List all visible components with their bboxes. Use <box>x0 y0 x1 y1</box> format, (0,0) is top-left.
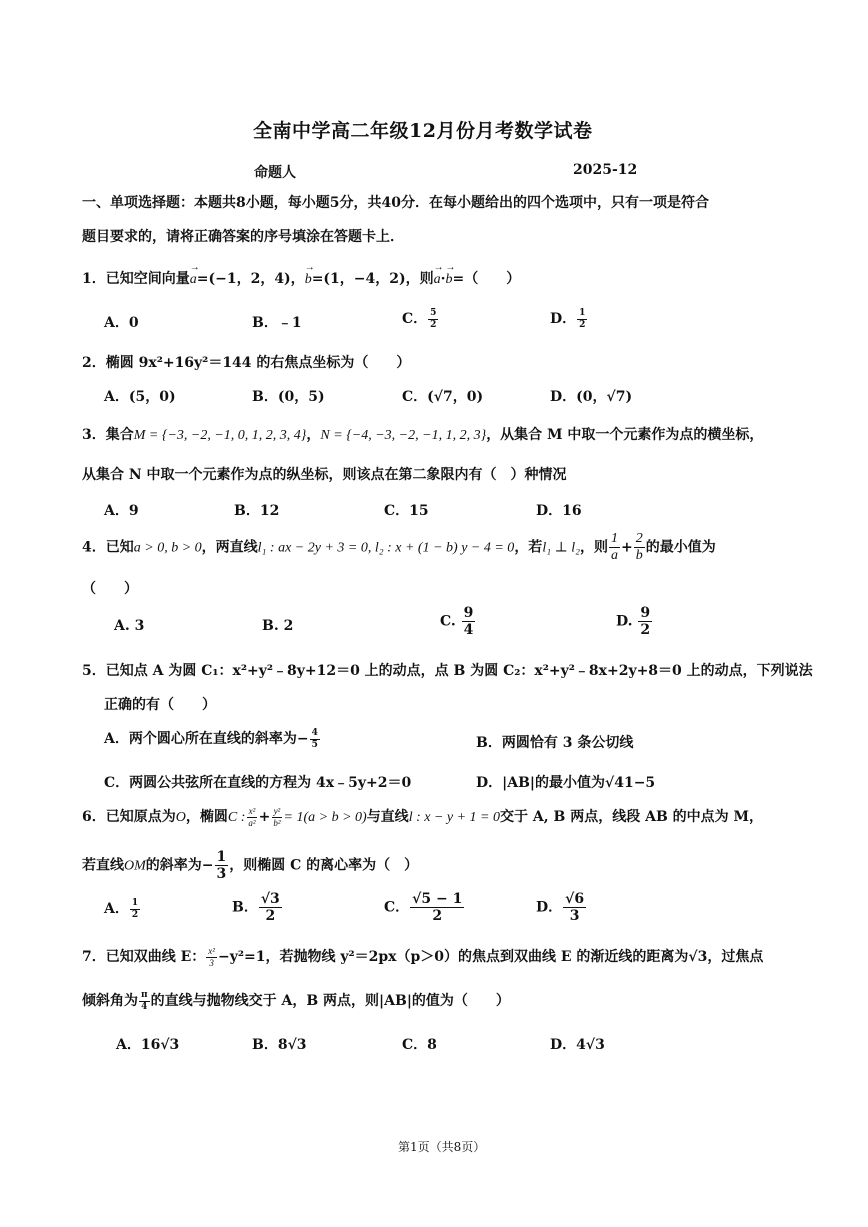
question-6-line1: 6．已知原点为O，椭圆C : $\frac{\text{x²}}{\text{a²}}$ + $\frac{\text{y²}}{\text{b²}}$ = 1(a > b > 0)与直线l : x − y + 1 = 0交于 A, B 两点，线段 AB 的中点为 M， <box>82 805 764 828</box>
q2-option-b: B．(0，5) <box>252 389 325 405</box>
question-2: 2．椭圆 9x²+16y²＝144 的右焦点坐标为（ ） <box>82 355 411 371</box>
q7-option-d: D．4√3 <box>550 1037 605 1053</box>
question-5-line2: 正确的有（ ） <box>104 697 216 713</box>
q3-option-d: D．16 <box>536 503 582 519</box>
q4-option-c: C. $\frac{9}{4}$ <box>440 605 474 638</box>
q1-option-d: D． $\frac{1}{2}$ <box>550 307 586 330</box>
q3-option-b: B．12 <box>234 503 280 519</box>
vector-a: → a <box>190 272 197 288</box>
q5-option-a: A．两个圆心所在直线的斜率为− $\frac{4}{5}$ <box>104 727 318 750</box>
q5-option-b: B．两圆恰有 3 条公切线 <box>476 735 634 751</box>
vector-b: → b <box>446 272 453 288</box>
page-footer: 第1页（共8页） <box>398 1140 486 1154</box>
q4-option-d: D. $\frac{9}{2}$ <box>616 605 651 638</box>
q1-prefix: 1．已知空间向量 <box>82 271 190 287</box>
q1-option-a: A．0 <box>104 315 139 331</box>
q5-option-d: D．|AB|的最小值为√41−5 <box>476 775 656 791</box>
q4-option-b: B. 2 <box>262 618 294 634</box>
question-3-line2: 从集合 N 中取一个元素作为点的纵坐标，则该点在第二象限内有（ ）种情况 <box>82 467 567 483</box>
section-instructions-line2: 题目要求的，请将正确答案的序号填涂在答题卡上． <box>82 229 404 245</box>
question-3-line1: 3．集合M = {−3, −2, −1, 0, 1, 2, 3, 4}，N = {−4, −3, −2, −1, 1, 2, 3}，从集合 M 中取一个元素作为点的横坐标， <box>82 427 764 443</box>
q3-option-a: A．9 <box>104 503 139 519</box>
set-m: M = {−3, −2, −1, 0, 1, 2, 3, 4} <box>133 428 307 443</box>
q4-paren: （ ） <box>82 581 138 597</box>
q4-option-a: A. 3 <box>114 618 145 634</box>
question-7-line1: 7．已知双曲线 E： $\frac{\text{x²}}{3}$ −y²=1，若抛物线 y²＝2px（p＞0）的焦点到双曲线 E 的渐近线的距离为√3，过焦点 <box>82 945 764 968</box>
q7-option-a: A．16√3 <box>116 1037 180 1053</box>
q2-option-a: A．(5，0) <box>104 389 176 405</box>
section-instructions-line1: 一、单项选择题：本题共8小题，每小题5分，共40分．在每小题给出的四个选项中，只有一项是符合 <box>82 195 709 211</box>
exam-date: 2025-12 <box>573 162 638 178</box>
q6-option-c: C． $\frac{√5 - 1}{2}$ <box>384 891 463 924</box>
q1-end: =（ ） <box>452 271 521 287</box>
q6-option-b: B． $\frac{√3}{2}$ <box>232 891 280 924</box>
q1-option-b: B．﹣1 <box>252 315 302 331</box>
q7-option-c: C．8 <box>402 1037 437 1053</box>
q6-option-a: A． $\frac{1}{2}$ <box>104 897 139 920</box>
q1-option-c: C． $\frac{5}{2}$ <box>402 307 437 330</box>
author-label: 命题人 <box>254 165 296 181</box>
q1-a-value: =(−1，2，4)， <box>196 271 305 287</box>
q6-option-d: D． $\frac{√6}{3}$ <box>536 891 585 924</box>
question-5-line1: 5．已知点 A 为圆 C₁：x²+y²﹣8y+12＝0 上的动点，点 B 为圆 C₂：x²+y²﹣8x+2y+8＝0 上的动点，下列说法 <box>82 663 813 679</box>
vector-b: → b <box>305 272 312 288</box>
q2-option-d: D．(0，√7) <box>550 389 633 405</box>
question-4-line1: 4．已知a > 0, b > 0，两直线l₁ : ax − 2y + 3 = 0, l₂ : x + (1 − b) y − 4 = 0，若l₁ ⊥ l₂，则 $\frac{1}{a}$ + $\frac{2}{b}$ 的最小值为 <box>82 531 716 563</box>
q5-option-c: C．两圆公共弦所在直线的方程为 4x﹣5y+2＝0 <box>104 775 412 791</box>
set-n: N = {−4, −3, −2, −1, 1, 2, 3} <box>320 428 487 443</box>
question-6-line2: 若直线OM的斜率为− $\frac{1}{3}$ ，则椭圆 C 的离心率为（ ） <box>82 849 419 882</box>
q3-option-c: C．15 <box>384 503 429 519</box>
q1-b-value: =(1，−4，2)，则 <box>311 271 434 287</box>
question-1: 1．已知空间向量→ a=(−1，2，4)，→ b=(1，−4，2)，则→ a·→ b=（ ） <box>82 268 520 288</box>
vector-a: → a <box>434 272 441 288</box>
question-7-line2: 倾斜角为 $\frac{\pi}{4}$ 的直线与抛物线交于 A，B 两点，则|AB|的值为（ ） <box>82 989 510 1012</box>
page-title: 全南中学高二年级12月份月考数学试卷 <box>253 120 593 142</box>
q2-option-c: C．(√7，0) <box>402 389 484 405</box>
q7-option-b: B．8√3 <box>252 1037 307 1053</box>
